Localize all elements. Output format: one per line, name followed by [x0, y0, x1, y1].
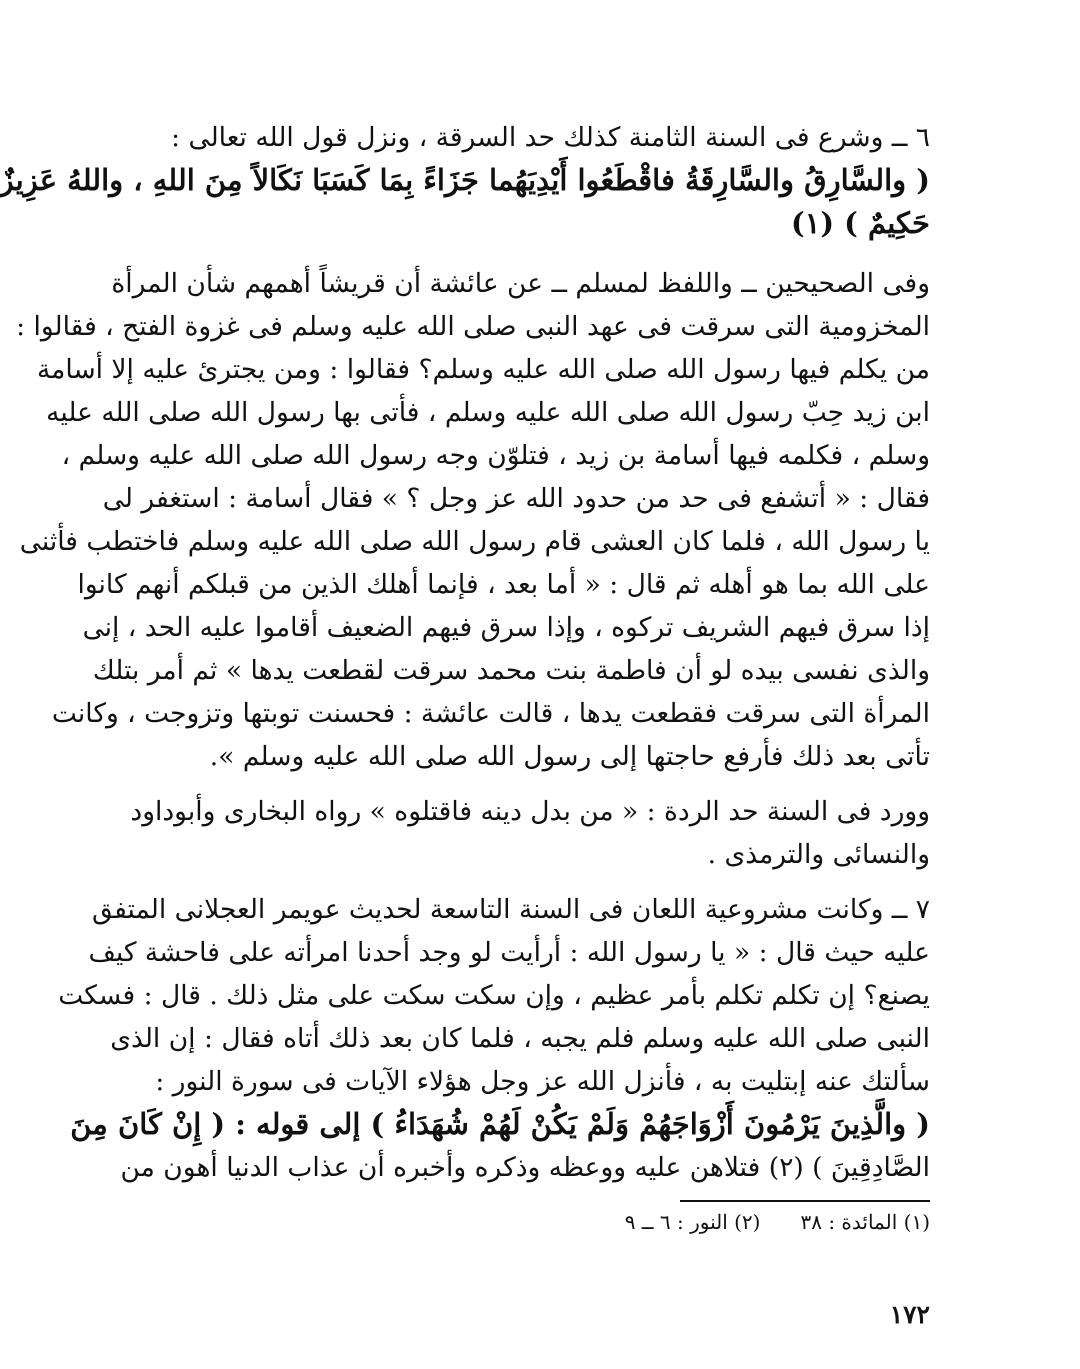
footnotes [274, 1208, 930, 1236]
text-line: وورد فى السنة حد الردة : « من بدل دينه فاقتلوه » رواه البخارى وأبوداود [130, 796, 930, 827]
text-line: فقال : « أتشفع فى حد من حدود الله عز وجل ؟ » فقال أسامة : استغفر لى [102, 483, 930, 514]
text-line: المخزومية التى سرقت فى عهد النبى صلى الله عليه وسلم فى غزوة الفتح ، فقالوا : [16, 311, 930, 342]
text-line: المرأة التى سرقت فقطعت يدها ، قالت عائشة : فحسنت توبتها وتزوجت ، وكانت [51, 698, 930, 729]
text-line: إذا سرق فيهم الشريف تركوه ، وإذا سرق فيهم الضعيف أقاموا عليه الحد ، إنى [82, 612, 930, 643]
text-line: والنسائى والترمذى . [707, 839, 930, 870]
text-line: تأتى بعد ذلك فأرفع حاجتها إلى رسول الله صلى الله عليه وسلم ». [209, 741, 930, 772]
text-line: من يكلم فيها رسول الله صلى الله عليه وسلم؟ فقالوا : ومن يجترئ عليه إلا أسامة [36, 354, 930, 385]
text-line: ٧ ــ وكانت مشروعية اللعان فى السنة التاسعة لحديث عويمر العجلانى المتفق [91, 894, 930, 925]
footnote-2: (٢) النور : ٦ ــ ٩ [624, 1210, 761, 1234]
paragraph-lian [58, 888, 930, 1189]
text-line: يصنع؟ إن تكلم تكلم بأمر عظيم ، وإن سكت سكت على مثل ذلك . قال : فسكت [58, 980, 930, 1011]
footnote-1: (١) المائدة : ٣٨ [800, 1210, 930, 1234]
quran-verse-line: حَكِيمٌ ) (١) [791, 206, 930, 240]
text-line: عليه حيث قال : « يا رسول الله : أرأيت لو وجد أحدنا امرأته على فاحشة كيف [88, 937, 930, 968]
paragraph-theft-verse [0, 116, 930, 245]
text-line: ابن زيد حِبّ رسول الله صلى الله عليه وسلم ، فأتى بها رسول الله صلى الله عليه [46, 397, 930, 428]
text-line: وسلم ، فكلمه فيها أسامة بن زيد ، فتلوّن وجه رسول الله صلى الله عليه وسلم ، [61, 440, 930, 471]
text-line: الصَّادِقِينَ ) (٢) فتلاهن عليه ووعظه وذكره وأخبره أن عذاب الدنيا أهون من [120, 1152, 930, 1183]
page-number: ١٧٢ [889, 1300, 930, 1329]
paragraph-makhzumi-hadith [16, 262, 930, 778]
quran-verse-line: ( والسَّارِقُ والسَّارِقَةُ فاقْطَعُوا أَيْدِيَهُما جَزَاءً بِمَا كَسَبَا نَكَالاً مِنَ اللهِ ، واللهُ عَزِيزٌ [0, 163, 930, 197]
quran-verse-line: ( والَّذِينَ يَرْمُونَ أَزْوَاجَهُمْ وَلَمْ يَكُنْ لَهُمْ شُهَدَاءُ ) إلى قوله : ( إِنْ كَانَ مِنَ [70, 1107, 930, 1141]
footnote-divider [680, 1200, 930, 1202]
text-line: النبى صلى الله عليه وسلم فلم يجبه ، فلما كان بعد ذلك أتاه فقال : إن الذى [110, 1023, 930, 1054]
text-line: يا رسول الله ، فلما كان العشى قام رسول الله صلى الله عليه وسلم فاختطب فأثنى [19, 526, 930, 557]
text-line: على الله بما هو أهله ثم قال : « أما بعد ، فإنما أهلك الذين من قبلكم أنهم كانوا [77, 569, 930, 600]
text-line: ٦ ــ وشرع فى السنة الثامنة كذلك حد السرقة ، ونزل قول الله تعالى : [171, 122, 930, 153]
text-line: سألتك عنه إبتليت به ، فأنزل الله عز وجل هؤلاء الآيات فى سورة النور : [155, 1066, 930, 1097]
paragraph-apostasy [130, 790, 930, 876]
text-line: وفى الصحيحين ــ واللفظ لمسلم ــ عن عائشة أن قريشاً أهمهم شأن المرأة [111, 268, 930, 299]
text-line: والذى نفسى بيده لو أن فاطمة بنت محمد سرقت لقطعت يدها » ثم أمر بتلك [92, 655, 930, 686]
